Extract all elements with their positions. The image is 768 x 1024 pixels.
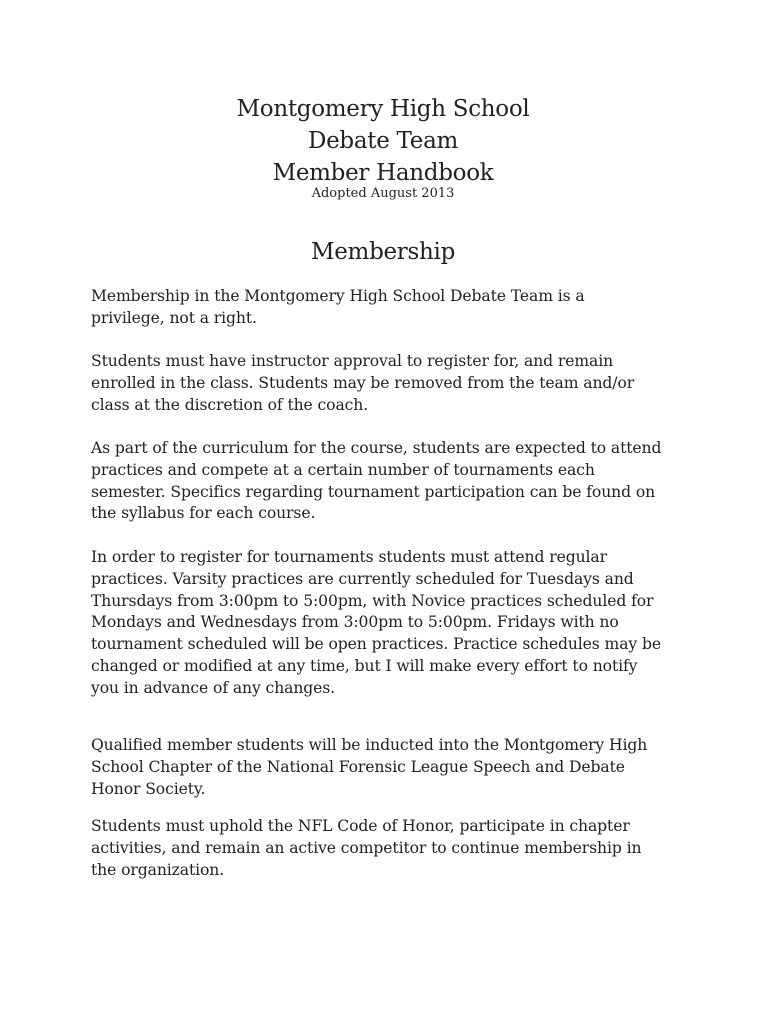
paragraph-line: the organization. — [91, 860, 225, 879]
paragraph-honor-society — [91, 735, 691, 800]
document-title — [0, 93, 766, 202]
paragraph-line: class at the discretion of the coach. — [91, 395, 369, 414]
paragraph-line: you in advance of any changes. — [91, 678, 336, 697]
paragraph-code-of-honor — [91, 816, 691, 881]
paragraph-line: Thursdays from 3:00pm to 5:00pm, with Novice practices scheduled for — [91, 591, 654, 610]
paragraph-line: Honor Society. — [91, 779, 206, 798]
paragraph-line: semester. Specifics regarding tournament participation can be found on — [91, 482, 656, 501]
paragraph-line: privilege, not a right. — [91, 308, 257, 327]
paragraph-line: Mondays and Wednesdays from 3:00pm to 5:00pm. Fridays with no — [91, 613, 619, 632]
paragraph-line: the syllabus for each course. — [91, 504, 316, 523]
paragraph-curriculum — [91, 438, 691, 525]
paragraph-line: practices and compete at a certain number of tournaments each — [91, 460, 595, 479]
paragraph-practices — [91, 547, 691, 700]
paragraph-line: enrolled in the class. Students may be removed from the team and/or — [91, 373, 635, 392]
adopted-date: Adopted August 2013 — [311, 186, 455, 201]
paragraph-line: School Chapter of the National Forensic League Speech and Debate — [91, 757, 625, 776]
paragraph-line: tournament scheduled will be open practices. Practice schedules may be — [91, 635, 662, 654]
paragraph-line: Membership in the Montgomery High School Debate Team is a — [91, 287, 585, 305]
paragraph-line: changed or modified at any time, but I will make every effort to notify — [91, 656, 638, 675]
paragraph-line: practices. Varsity practices are currently scheduled for Tuesdays and — [91, 569, 634, 588]
title-team: Debate Team — [307, 128, 459, 154]
title-school: Montgomery High School — [236, 96, 530, 122]
section-heading-membership: Membership — [311, 239, 455, 265]
paragraph-line: In order to register for tournaments students must attend regular — [91, 548, 607, 566]
paragraph-membership-privilege — [91, 286, 691, 330]
paragraph-line: activities, and remain an active competitor to continue membership in — [91, 838, 642, 857]
paragraph-line: As part of the curriculum for the course, students are expected to attend — [91, 439, 662, 457]
paragraph-line: Qualified member students will be inducted into the Montgomery High — [91, 736, 648, 754]
paragraph-line: Students must have instructor approval to register for, and remain — [91, 352, 614, 370]
paragraph-line: Students must uphold the NFL Code of Honor, participate in chapter — [91, 817, 630, 835]
title-handbook: Member Handbook — [272, 160, 494, 186]
paragraph-instructor-approval — [91, 351, 691, 416]
